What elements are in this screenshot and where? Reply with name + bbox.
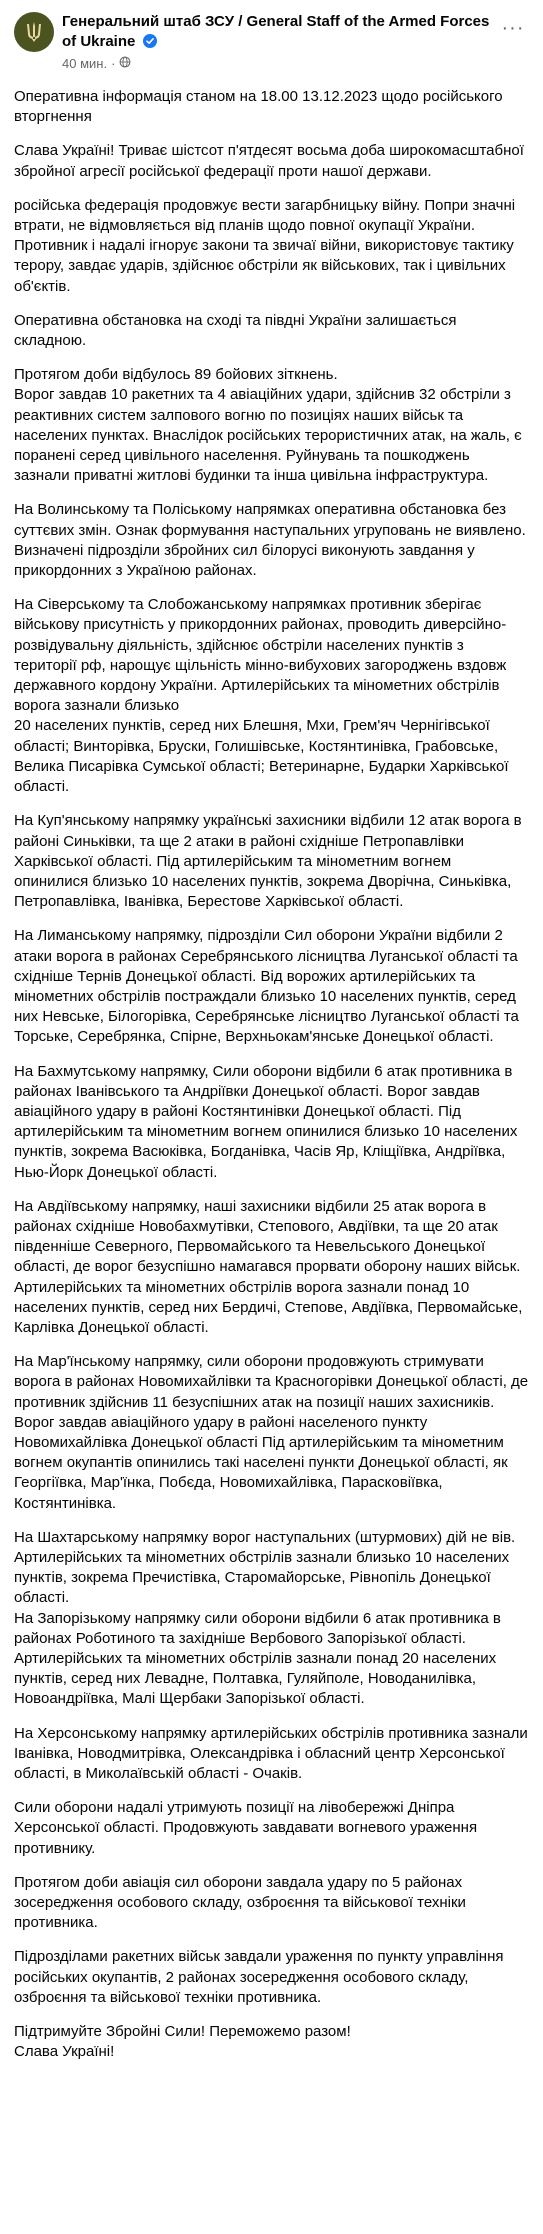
- post-paragraph: На Мар'їнському напрямку, сили оборони продовжують стримувати ворога в районах Новомихайлівки та Красногорівки Донецької області, де противник здійснив 11 безуспішних атак на позиції наших захисників. Ворог завдав авіаційного удару в районі населеного пункту Новомихайлівка Донецької області Під артилерійським та мінометним вогнем окупантів опинились такі населені пункти Донецької області, як Георгіївка, Мар'їнка, Побєда, Новомихайлівка, Парасковіївка, Костянтинівка.: [14, 1353, 529, 1512]
- post-paragraph: На Лиманському напрямку, підрозділи Сил оборони України відбили 2 атаки ворога в районах Серебрянського лісництва Луганської області та східніше Тернів Донецької області. Від ворожих артилерійських та мінометних обстрілів постраждали близько 10 населених пунктів, серед них Невське, Білогорівка, Серебрянське лісництво Луганської області та Торське, Серебрянка, Спірне, Верхньокам'янське Донецької області.: [14, 927, 519, 1046]
- post-paragraph: Підтримуйте Збройні Сили! Переможемо разом! Слава Україні!: [14, 2023, 351, 2061]
- meta-separator: ·: [111, 56, 116, 71]
- post-paragraph: Протягом доби авіація сил оборони завдала удару по 5 районах зосередження особового складу, озброєння та військової техніки противника.: [14, 1873, 466, 1932]
- more-options-icon: ···: [501, 16, 525, 39]
- post-paragraph: На Волинському та Поліському напрямках оперативна обстановка без суттєвих змін. Ознак формування наступальних угруповань не виявлено. Визначені підрозділи збройних сил білорусі виконують завдання у прикордонних з Україною районах.: [14, 501, 526, 580]
- post-meta: [62, 55, 493, 73]
- post-timestamp[interactable]: 40 мин.: [62, 56, 108, 71]
- post-header: [14, 12, 529, 73]
- more-options-button[interactable]: [497, 12, 529, 44]
- post-body: [14, 87, 529, 2062]
- globe-icon: [119, 55, 131, 73]
- post-paragraph: На Сіверському та Слобожанському напрямках противник зберігає військову присутність у прикордонних районах, проводить диверсійно-розвідувальну діяльність, здійснює обстріли населених пунктів з території рф, нарощує щільність мінно-вибухових загороджень вздовж державного кордону України. Артилерійських та мінометних обстрілів ворога зазнали близько 20 населених пунктів, серед них Блешня, Мхи, Грем'яч Чернігівської області; Винторівка, Бруски, Голишівське, Костянтинівка, Грабовське, Велика Писарівка Сумської області; Ветеринарне, Бударки Харківської області.: [14, 596, 509, 796]
- post-paragraph: Слава Україні! Триває шістсот п'ятдесят восьма доба широкомасштабної збройної агресії російської федерації проти нашої держави.: [14, 142, 524, 180]
- post-paragraph: На Бахмутському напрямку, Сили оборони відбили 6 атак противника в районах Іванівського та Андріївки Донецької області. Ворог завдав авіаційного удару в районі Костянтинівки Донецької області. Під артилерійським та мінометним вогнем опинилися близько 10 населених пунктів, зокрема Васюківка, Богданівка, Часів Яр, Кліщіївка, Андріївка, Нью-Йорк Донецької області.: [14, 1062, 518, 1181]
- header-text: [62, 12, 529, 73]
- post-paragraph: Оперативна інформація станом на 18.00 13.12.2023 щодо російського вторгнення: [14, 88, 503, 126]
- post-paragraph: російська федерація продовжує вести загарбницьку війну. Попри значні втрати, не відмовляється від планів щодо повної окупації України. Противник і надалі ігнорує закони та звичаї війни, використовує тактику терору, завдає ударів, здійснює обстріли як військових, так і цивільних об'єктів.: [14, 196, 516, 295]
- post-paragraph: На Шахтарському напрямку ворог наступальних (штурмових) дій не вів. Артилерійських та мінометних обстрілів зазнали близько 10 населених пунктів, зокрема Пречистівка, Старомайорське, Рівнопіль Донецької області. На Запорізькому напрямку сили оборони відбили 6 атак противника в районах Роботиного та західніше Вербового Запорізької області. Артилерійських та мінометних обстрілів зазнали понад 20 населених пунктів, серед них Левадне, Полтавка, Гуляйполе, Новоданилівка, Новоандріївка, Малі Щербаки Запорізької області.: [14, 1528, 516, 1708]
- post-paragraph: На Авдіївському напрямку, наші захисники відбили 25 атак ворога в районах східніше Новобахмутівки, Степового, Авдіївки, та ще 20 атак південніше Северного, Первомайського та Невельського Донецької області, де ворог безуспішно намагався прорвати оборону наших військ. Артилерійських та мінометних обстрілів ворога зазнали понад 10 населених пунктів, серед них Бердичі, Степове, Авдіївка, Первомайське, Карлівка Донецької області.: [14, 1197, 523, 1336]
- post-paragraph: На Херсонському напрямку артилерійських обстрілів противника зазнали Іванівка, Новодмитрівка, Олександрівка і обласний центр Херсонської області, в Миколаївській області - Очаків.: [14, 1724, 528, 1783]
- post-paragraph: Протягом доби відбулось 89 бойових зіткнень. Ворог завдав 10 ракетних та 4 авіаційних удари, здійснив 32 обстріли з реактивних систем залпового вогню по позиціях наших військ та населених пунктах. Внаслідок російських терористичних атак, на жаль, є поранені серед цивільного населення. Руйнувань та пошкоджень зазнали приватні житлові будинки та інша цивільна інфраструктура.: [14, 366, 522, 485]
- trident-icon: [22, 20, 46, 44]
- verified-badge-icon: [143, 34, 157, 53]
- post-paragraph: Оперативна обстановка на сході та півдні України залишається складною.: [14, 311, 457, 350]
- post-paragraph: Сили оборони надалі утримують позиції на лівобережжі Дніпра Херсонської області. Продовжують завдавати вогневого ураження противнику.: [14, 1799, 478, 1857]
- post-paragraph: Підрозділами ракетних військ завдали ураження по пункту управління російських окупантів, 2 районах зосередження особового складу, озброєння та військової техніки противника.: [14, 1948, 504, 2006]
- post-paragraph: На Куп'янському напрямку українські захисники відбили 12 атак ворога в районі Синьківки, та ще 2 атаки в районі східніше Петропавлівки Харківської області. Під артилерійським та мінометним вогнем опинилися близько 10 населених пунктів, зокрема Дворічна, Синьківка, Петропавлівка, Іванівка, Берестове Харківської області.: [14, 812, 522, 911]
- page-avatar[interactable]: [14, 12, 54, 52]
- page-name-line: [62, 12, 493, 53]
- page-name-link[interactable]: Генеральний штаб ЗСУ / General Staff of the Armed Forces of Ukraine: [62, 13, 490, 50]
